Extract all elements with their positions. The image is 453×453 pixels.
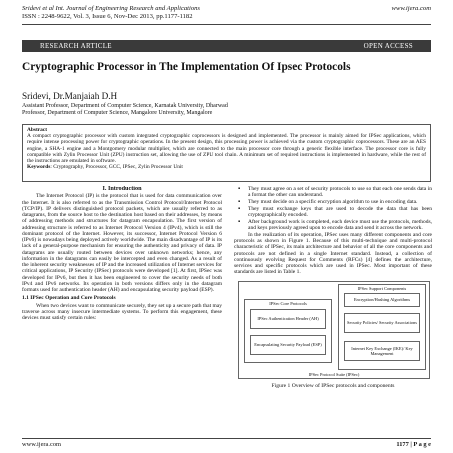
journal-name: Sridevi et al Int. Journal of Engineering Research and Applications	[22, 5, 201, 12]
operation-paragraph: When two devices want to communicate securely, they set up a secure path that may traverse across many insecure intermediate systems. To perform this engagement, these devices must satisfy certain rules:	[22, 302, 222, 321]
components-paragraph: In the realization of its operation, IPSec uses many different components and core protocols as shown in Figure 1. Because of this multi-technique and multi-protocol characteristic of IPSec, its main architecture and behavior of all the core components and protocols are not defined in a single Internet standard. Instead, a collection of continuously evolving Request for Comments (RFCs) [4] defines the architecture, services and specific protocols which are used in IPSec. Most important of these standards are listed in Table 1.	[234, 231, 432, 276]
core-item-box	[250, 309, 326, 329]
abstract-text: A compact cryptographic processor with custom integrated cryptographic coprocessors is designed and implemented. The processor is mainly aimed for IPSec applications, which require intense processing power for cryptographic operations. In the present design, this processing power is achieved via the custom cryptographic coprocessors. These are an AES engine, a SHA-1 engine and a Montgomery modular multiplier, which are connected to the main processor core through a generic flexible interface. The processor core is fully compatible with Zylin Processor Unit (ZPU) instruction set, allowing the use of ZPU tool chain. A minimum set of required instructions is implemented in hardware, while the rest of the instructions are emulated in software.	[27, 133, 426, 165]
page-footer	[22, 441, 431, 448]
header-divider	[22, 24, 431, 25]
footer-divider	[22, 438, 431, 439]
keywords-line	[27, 164, 426, 170]
list-item: ▪ After background work is completed, each device must use the protocols, methods, and keys previously agreed upon to encode data and send it across the network.	[248, 219, 432, 232]
right-column	[234, 186, 432, 424]
affiliation-line: Professor, Department of Computer Science, Mangalore University, Mangalore	[22, 110, 213, 116]
page-number: 1177 | P a g e	[396, 441, 431, 448]
figure-caption: Figure 1 Overview of IPSec protocols and components	[271, 382, 395, 389]
support-item-box	[344, 341, 420, 361]
core-protocols-title: IPSec Core Protocols	[269, 300, 307, 306]
subsection-heading: 1.1 IPSec Operation and Core Protocols	[22, 295, 116, 302]
issn-line: ISSN : 2248-9622, Vol. 3, Issue 6, Nov-Dec 2013, pp.1177-1182	[22, 13, 193, 20]
support-item-box	[344, 313, 420, 333]
affiliations	[22, 103, 431, 117]
list-item: ▪ They must exchange keys that are used to decode the data that has been cryptographically encoded.	[248, 206, 432, 219]
open-access-label: OPEN ACCESS	[363, 42, 413, 50]
intro-paragraph: The Internet Protocol (IP) is the protocol that is used for data communication over the Internet. It is also referred to as the Transmission Control Protocol/Internet Protocol (TCP/IP). IP delivers distinguished protocol packets, which are usually referred to as datagrams, from the source host to the destination host based on their addresses, by means of addressing methods and structures for datagram encapsulation. The first version of addressing structure is referred to as Internet Protocol Version 4 (IPv4), which is still the dominant protocol of the Internet. However, its successor, Internet Protocol Version 6 (IPv6) is nowadays being deployed actively worldwide. The main disadvantage of IP is its lack of a general-purpose mechanism for ensuring the authenticity and privacy of data. IP datagrams are usually routed between devices over unknown networks; hence, any information in the datagrams can easily be intercepted and even changed. As a result of the inherent security weaknesses of IP and the increased utilization of Internet services for critical applications, IP Security (IPSec) protocols were developed [1]. At first, IPSec was developed for IPv6, but then it has been engineered to cover the security needs of both IPv4 and IPv6 networks. Its operation in both versions differs only in the datagram formats used for authentication header (AH) and encapsulating security payload (ESP).	[22, 193, 222, 293]
keywords-text: : Cryptography, Processor, GCC, IPSec, Zylin Processor Unit	[50, 164, 183, 171]
core-item-label: Encapsulating Security Payload (ESP)	[254, 342, 322, 347]
list-item: ▪ They must decide on a specific encryption algorithm to use in encoding data.	[248, 199, 432, 205]
left-column	[22, 186, 222, 424]
support-item-label: Internet Key Exchange (IKE)/ Key Management	[351, 345, 413, 356]
footer-url[interactable]: www.ijera.com	[22, 441, 61, 448]
list-item: ▪ They must agree on a set of security protocols to use so that each one sends data in a format the other can understand.	[248, 186, 432, 199]
author-list: Sridevi, Dr.Manjaiah D.H	[22, 91, 118, 101]
abstract-label: Abstract	[27, 127, 48, 133]
abstract-box	[22, 124, 431, 182]
protocol-suite-label	[282, 371, 386, 379]
section-heading: I. Introduction	[102, 186, 142, 192]
affiliation-line: Assistant Professor, Department of Computer Science, Karnatak University, Dharwad	[22, 103, 228, 109]
core-item-label: IPSec Authentication Header (AH)	[257, 316, 319, 321]
running-header	[22, 5, 431, 21]
support-item-label: Security Policies/ Security Associations	[347, 320, 417, 325]
core-item-box	[250, 335, 326, 355]
support-item-label: Encryption/Hashing Algorithms	[353, 297, 411, 302]
support-components-title: IPSec Support Components	[357, 285, 407, 291]
article-type-banner	[22, 40, 431, 52]
article-type-label: RESEARCH ARTICLE	[40, 42, 112, 50]
journal-url[interactable]: www.ijera.com	[391, 5, 431, 12]
keywords-label: Keywords	[27, 164, 51, 171]
protocol-suite-text: IPSec Protocol Suite (IPSec)	[308, 372, 360, 377]
rules-list	[234, 186, 432, 231]
support-item-box	[344, 293, 420, 307]
figure-1	[234, 279, 432, 401]
paper-title: Cryptographic Processor in The Implementation Of Ipsec Protocols	[22, 61, 351, 73]
